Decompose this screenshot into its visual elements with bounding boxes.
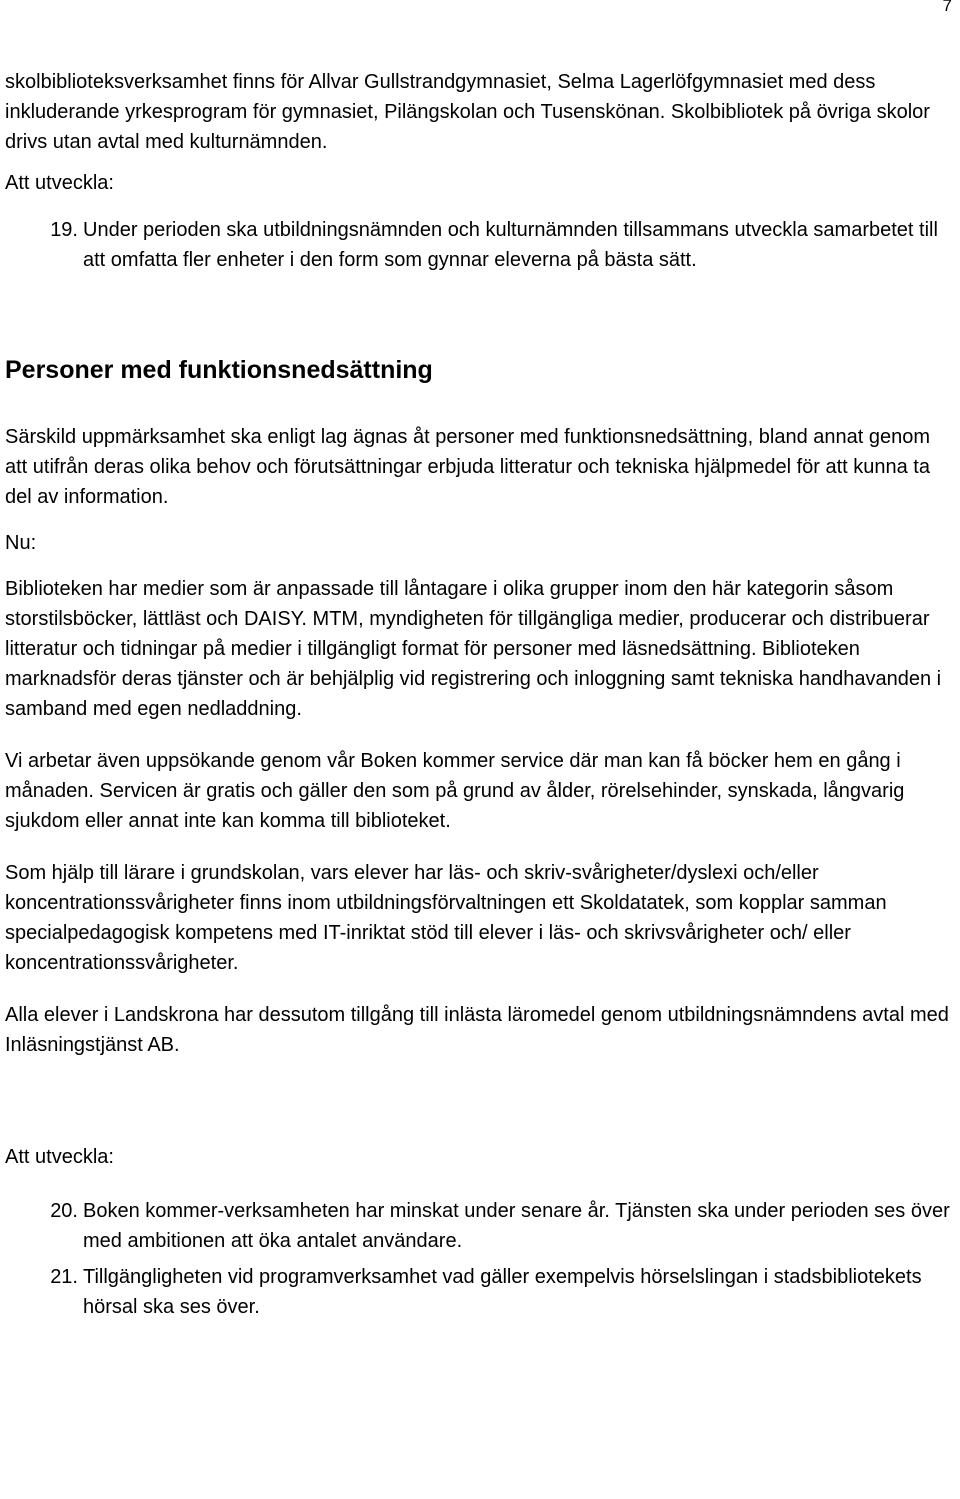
paragraph-2: Biblioteken har medier som är anpassade till låntagare i olika grupper inom den här kategorin såsom storstilsböcker, lättläst och DAISY. MTM, myndigheten för tillgängliga medier, producerar och distribuerar litteratur och tidningar på medier i tillgängligt format för personer med läsnedsättning. Biblioteken marknadsför deras tjänster och är behjälplig vid registrering och inloggning samt tekniska handhavanden i samband med egen nedladdning. <box>5 578 942 720</box>
paragraph-5: Alla elever i Landskrona har dessutom tillgång till inlästa läromedel genom utbildningsnämndens avtal med Inläsningstjänst AB. <box>5 1004 949 1056</box>
list-number: 20. <box>50 1200 78 1222</box>
page-number: 7 <box>942 0 952 15</box>
intro-paragraph: skolbiblioteksverksamhet finns för Allvar Gullstrandgymnasiet, Selma Lagerlöfgymnasiet med dess inkluderande yrkesprogram för gymnasiet, Pilängskolan och Tusenskönan. Skolbibliotek på övriga skolor drivs utan avtal med kulturnämnden. <box>5 71 930 153</box>
list-item-20 <box>5 1196 955 1256</box>
list-text: Under perioden ska utbildningsnämnden och kulturnämnden tillsammans utveckla samarbetet till att omfatta fler enheter i den form som gynnar eleverna på bästa sätt. <box>83 219 938 271</box>
list-text: Boken kommer-verksamheten har minskat under senare år. Tjänsten ska under perioden ses över med ambitionen att öka antalet användare. <box>83 1200 950 1252</box>
paragraph-4: Som hjälp till lärare i grundskolan, vars elever har läs- och skriv-svårigheter/dyslexi och/eller koncentrationssvårigheter finns inom utbildningsförvaltningen ett Skoldatatek, som kopplar samman specialpedagogisk kompetens med IT-inriktat stöd till elever i läs- och skrivsvårigheter och/ eller koncentrationssvårigheter. <box>5 862 887 974</box>
list-number: 21. <box>50 1266 78 1288</box>
list-item-19 <box>5 215 955 275</box>
list-text: Tillgängligheten vid programverksamhet vad gäller exempelvis hörselslingan i stadsbibliotekets hörsal ska ses över. <box>83 1266 922 1318</box>
now-label: Nu: <box>5 532 37 554</box>
list-number: 19. <box>50 219 78 241</box>
paragraph-1: Särskild uppmärksamhet ska enligt lag ägnas åt personer med funktionsnedsättning, bland annat genom att utifrån deras olika behov och förutsättningar erbjuda litteratur och tekniska hjälpmedel för att kunna ta del av information. <box>5 426 931 508</box>
paragraph-3: Vi arbetar även uppsökande genom vår Boken kommer service där man kan få böcker hem en gång i månaden. Servicen är gratis och gäller den som på grund av ålder, rörelsehinder, synskada, långvarig sjukdom eller annat inte kan komma till biblioteket. <box>5 750 905 832</box>
develop-label: Att utveckla: <box>5 172 114 194</box>
section-heading: Personer med funktionsnedsättning <box>5 356 433 384</box>
list-item-21 <box>5 1262 955 1322</box>
develop-label: Att utveckla: <box>5 1146 114 1168</box>
document-body <box>5 67 955 1322</box>
